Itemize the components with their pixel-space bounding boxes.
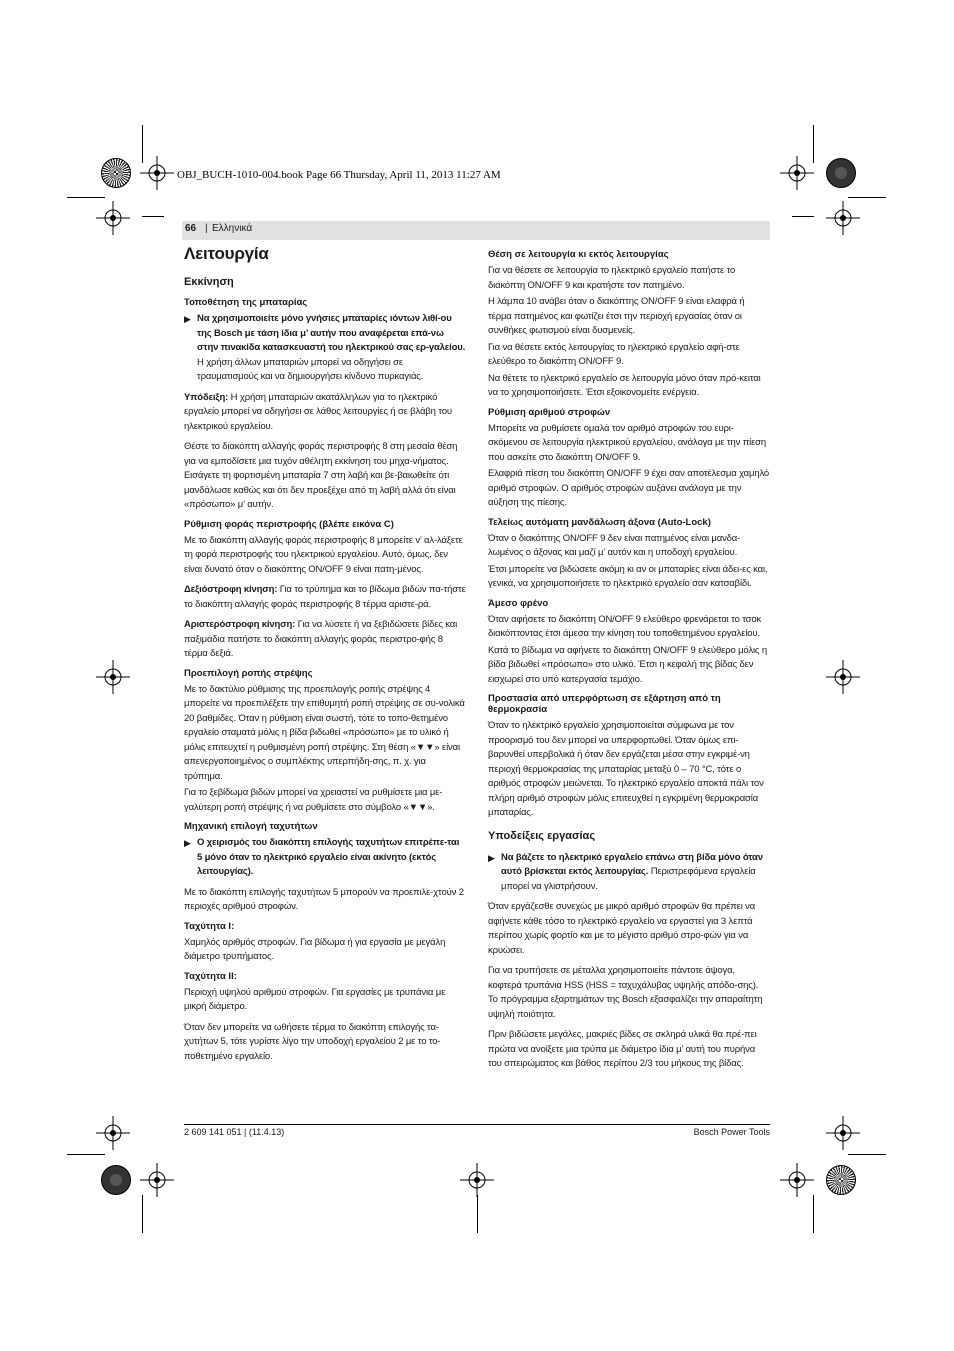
crop-mark bbox=[142, 1195, 143, 1233]
paragraph: Η λάμπα 10 ανάβει όταν ο διακόπτης ON/OFF 9 είναι ελαφρά ή τέρμα πατημένος και φωτίζει έτσι την περιοχή εργασίας όταν οι συνθήκες φωτισμού είναι δυσμενείς. bbox=[488, 296, 745, 336]
paragraph: Για να τρυπήσετε σε μέταλλα χρησιμοποιείτε πάντοτε άψογα, κοφτερά τρυπάνια HSS (HSS = ταχυχάλυβας υψηλής απόδο-σης). Το πρόγραμμα εξαρτημάτων της Bosch εξασφαλίζει την απαραίτητη υψηλή ποιότητα. bbox=[488, 965, 763, 1020]
subsection-heading: Ταχύτητα I: bbox=[184, 920, 235, 932]
subsection-heading: Άμεσο φρένο bbox=[488, 597, 549, 609]
hint-paragraph bbox=[184, 391, 466, 435]
page-title: Λειτουργία bbox=[184, 244, 269, 263]
section-heading: Εκκίνηση bbox=[184, 276, 234, 288]
crop-mark bbox=[67, 197, 105, 198]
registration-mark-icon bbox=[140, 156, 174, 190]
paragraph: Χαμηλός αριθμός στροφών. Για βίδωμα ή για εργασία με μεγάλη διάμετρο τρυπήματος. bbox=[184, 936, 446, 962]
registration-mark-icon bbox=[826, 201, 860, 235]
warning-bold-text: Να χρησιμοποιείτε μόνο γνήσιες μπαταρίες ιόντων λιθί-ου της Bosch με τάση ίδια μ’ αυτήν που αναφέρεται επά-νω στην πινακίδα κατασκευαστή του ηλεκτρικού σας ερ-γαλείου. bbox=[197, 313, 466, 353]
crop-mark bbox=[477, 1195, 478, 1233]
paragraph: Θέστε το διακόπτη αλλαγής φοράς περιστροφής 8 στη μεσαία θέση για να εμποδίσετε μια τυχόν αθέλητη εκκίνηση του μηχα-νήματος. Εισάγετε τη φορτισμένη μπαταρία 7 στη λαβή και βε-βαιωθείτε ότι μανδάλωσε καθώς και ότι δεν προεξέχει από τη λαβή αλλά ότι είναι «πρόσωπο» μ’ αυτήν. bbox=[184, 441, 458, 510]
warning-bullet bbox=[184, 312, 466, 385]
term-text: Για να λύσετε ή να ξεβιδώσετε βίδες και παξιμάδια πατήστε το διακόπτη αλλαγής φοράς περιστρο-φής 8 τέρμα δεξιά. bbox=[184, 619, 458, 659]
paragraph: Με το διακόπτη επιλογής ταχυτήτων 5 μπορούν να προεπιλε-χτούν 2 περιοχές αριθμού στροφών. bbox=[184, 886, 464, 912]
paragraph: Έτσι μπορείτε να βιδώσετε ακόμη κι αν οι μπαταρίες είναι άδει-ες και, γενικά, να χρησιμοποιήσετε το ηλεκτρικό εργαλείο σαν κατσαβίδι. bbox=[488, 563, 768, 589]
paragraph: Όταν ο διακόπτης ON/OFF 9 δεν είναι πατημένος είναι μανδα-λωμένος ο άξονας και μαζί μ’ αυτόν και η υποδοχή εργαλείου. bbox=[488, 532, 741, 558]
paragraph: Να θέτετε το ηλεκτρικό εργαλείο σε λειτουργία μόνο όταν πρό-κειται να το χρησιμοποιήσετε. Έτσι εξοικονομείτε ενέργεια. bbox=[488, 372, 761, 398]
color-patch-icon bbox=[826, 158, 856, 188]
warning-bullet bbox=[184, 836, 466, 880]
left-column bbox=[184, 244, 466, 1070]
subsection-heading: Προεπιλογή ροπής στρέψης bbox=[184, 667, 313, 679]
registration-mark-icon bbox=[780, 1163, 814, 1197]
footer-doc-number: 2 609 141 051 | (11.4.13) bbox=[184, 1127, 285, 1137]
crop-mark bbox=[848, 1154, 886, 1155]
crop-mark bbox=[792, 216, 814, 217]
paragraph: Για να θέσετε εκτός λειτουργίας το ηλεκτρικό εργαλείο αφή-στε ελεύθερο το διακόπτη ON/OFF 9. bbox=[488, 341, 740, 367]
paragraph bbox=[184, 618, 466, 662]
paragraph: Όταν δεν μπορείτε να ωθήσετε τέρμα το διακόπτη επιλογής τα-χυτήτων 5, τότε γυρίστε λίγο την υποδοχή εργαλείου 2 με το το-ποθετημένο εργαλείο. bbox=[184, 1021, 441, 1062]
header-separator: | bbox=[205, 223, 208, 234]
warning-text: Περιστρεφόμενα εργαλεία μπορεί να γλιστρήσουν. bbox=[501, 866, 756, 892]
warning-text: Η χρήση άλλων μπαταριών μπορεί να οδηγήσει σε τραυματισμούς και να δημιουργήσει κίνδυνο πυρκαγιάς. bbox=[197, 356, 424, 382]
bullet-arrow-icon: ▶ bbox=[488, 852, 495, 863]
print-header: OBJ_BUCH-1010-004.book Page 66 Thursday, April 11, 2013 11:27 AM bbox=[177, 169, 501, 181]
registration-mark-icon bbox=[96, 660, 130, 694]
paragraph: Ελαφριά πίεση του διακόπτη ON/OFF 9 έχει σαν αποτέλεσμα χαμηλό αριθμό στροφών. Ο αριθμός στροφών αυξάνει ανάλογα με την αύξηση της πίεσης. bbox=[488, 468, 770, 508]
subsection-heading: Μηχανική επιλογή ταχυτήτων bbox=[184, 821, 318, 832]
section-heading: Υποδείξεις εργασίας bbox=[488, 829, 596, 842]
subsection-heading: Τελείως αυτόματη μανδάλωση άξονα (Auto-Lock) bbox=[488, 516, 711, 528]
subsection-heading: Προστασία από υπερφόρτωση σε εξάρτηση από τη θερμοκρασία bbox=[488, 693, 721, 715]
registration-mark-icon bbox=[780, 156, 814, 190]
bullet-arrow-icon: ▶ bbox=[184, 314, 191, 324]
paragraph: Για να θέσετε σε λειτουργία το ηλεκτρικό εργαλείο πατήστε το διακόπτη ON/OFF 9 και κρατήστε τον πατημένο. bbox=[488, 265, 736, 291]
paragraph: Πριν βιδώσετε μεγάλες, μακριές βίδες σε σκληρά υλικά θα πρέ-πει πρώτα να ανοίξετε μια τρύπα με διάμετρο ίδια μ’ αυτή του πυρήνα του σπειρώματος και βάθος περίπου 2/3 του μήκους της βίδας. bbox=[488, 1029, 757, 1069]
footer-divider bbox=[184, 1124, 770, 1125]
registration-mark-icon bbox=[826, 660, 860, 694]
hint-label: Υπόδειξη: bbox=[184, 391, 229, 403]
footer-brand: Bosch Power Tools bbox=[693, 1127, 770, 1137]
color-patch-icon bbox=[101, 1165, 131, 1195]
crop-mark bbox=[813, 1195, 814, 1233]
term-text: Για το τρύπημα και το βίδωμα βιδών πα-τήστε το διακόπτη αλλαγής φοράς περιστροφής 8 τέρμα αριστε-ρά. bbox=[184, 584, 466, 610]
paragraph: Όταν εργάζεσθε συνεχώς με μικρό αριθμό στροφών θα πρέπει να αφήνετε κάθε τόσο το ηλεκτρικό εργαλείο να εργαστεί για 3 λεπτά περίπου χωρίς φορτίο και με το μέγιστο αριθμό στρο-φών για να κρυώσει. bbox=[488, 901, 756, 956]
language-label: Ελληνικά bbox=[212, 223, 253, 234]
warning-bullet bbox=[488, 851, 770, 895]
paragraph: Για το ξεβίδωμα βιδών μπορεί να χρειαστεί να ρυθμίσετε μια με-γαλύτερη ροπή στρέψης ή να ρυθμίσετε στο σύμβολο «▼▼». bbox=[184, 787, 443, 813]
paragraph bbox=[184, 583, 466, 612]
warning-bold-text: Ο χειρισμός του διακόπτη επιλογής ταχυτήτων επιτρέπε-ται 5 μόνο όταν το ηλεκτρικό εργαλείο είναι ακίνητο (εκτός λειτουργίας). bbox=[197, 837, 460, 877]
registration-mark-icon bbox=[140, 1163, 174, 1197]
subsection-heading: Θέση σε λειτουργία κι εκτός λειτουργίας bbox=[488, 249, 669, 260]
registration-mark-icon bbox=[96, 201, 130, 235]
color-wheel-icon bbox=[826, 1165, 856, 1195]
paragraph: Κατά το βίδωμα να αφήνετε το διακόπτη ON/OFF 9 ελεύθερο μόλις η βίδα βιδωθεί «πρόσωπο» στο υλικό. Έτσι η κεφαλή της βίδας δεν εισχωρεί στο υπό κατεργασία τεμάχιο. bbox=[488, 644, 767, 685]
bullet-arrow-icon: ▶ bbox=[184, 838, 191, 848]
warning-bold-text: Να βάζετε το ηλεκτρικό εργαλείο επάνω στη βίδα μόνο όταν αυτό βρίσκεται εκτός λειτουργίας. bbox=[501, 851, 763, 877]
subsection-heading: Τοποθέτηση της μπαταρίας bbox=[184, 297, 308, 308]
subsection-heading: Ταχύτητα II: bbox=[184, 970, 237, 982]
subsection-heading: Ρύθμιση αριθμού στροφών bbox=[488, 406, 611, 418]
registration-mark-icon bbox=[460, 1163, 494, 1197]
registration-mark-icon bbox=[96, 1116, 130, 1150]
paragraph: Με το διακόπτη αλλαγής φοράς περιστροφής 8 μπορείτε ν’ αλ-λάξετε τη φορά περιστροφής του ηλεκτρικού εργαλείου. Αυτό, όμως, δεν είναι δυνατό όταν ο διακόπτης ON/OFF 9 είναι πατη-μένος. bbox=[184, 534, 463, 575]
term-label: Αριστερόστροφη κίνηση: bbox=[184, 619, 296, 630]
paragraph: Όταν το ηλεκτρικό εργαλείο χρησιμοποιείται σύμφωνα με τον προορισμό του δεν μπορεί να υπερφορτωθεί. Όταν όμως επι-βαρυνθεί υπερβολικά ή όταν δεν εργάζεται μέσα στην εγκριμέ-νη περιοχή θερμοκρασίας της μπαταρίας μεταξύ 0 – 70 °C, τότε ο αριθμός στροφών μειώνεται. Το ηλεκτρικό εργαλείο αποκτά πάλι τον πλήρη αριθμό στροφών μόλις επιτευχθεί η εγκριμένη θερμοκρασία μπαταρίας. bbox=[488, 720, 764, 818]
crop-mark bbox=[848, 197, 886, 198]
paragraph: Περιοχή υψηλού αριθμού στροφών. Για εργασίες με τρυπάνια με μικρή διάμετρο. bbox=[184, 986, 446, 1012]
term-label: Δεξιόστροφη κίνηση: bbox=[184, 584, 278, 595]
page-number: 66 bbox=[185, 223, 197, 234]
paragraph: Μπορείτε να ρυθμίσετε ομαλά τον αριθμό στροφών του ευρι-σκόμενου σε λειτουργία ηλεκτρικού εργαλείου, ανάλογα με την πίεση που ασκείτε στο διακόπτη ON/OFF 9. bbox=[488, 422, 767, 463]
hint-text: Η χρήση μπαταριών ακατάλληλων για το ηλεκτρικό εργαλείο μπορεί να οδηγήσει σε λάθος λειτουργίες ή σε βλάβη του ηλεκτρικού εργαλείου. bbox=[184, 391, 452, 432]
paragraph: Με το δακτύλιο ρύθμισης της προεπιλογής ροπής στρέψης 4 μπορείτε να προεπιλέξετε την επιθυμητή ροπή στρέψης σε συ-νολικά 20 βαθμίδες. Όταν η ρύθμιση είναι σωστή, τότε το τοπο-θετημένο εργαλείο σταματά μόλις η βίδα βιδωθεί «πρόσωπο» με το υλικό ή μόλις επιτευχτεί η ρυθμισμένη ροπή στρέψης. Στη θέση «▼▼» είναι απενεργοποιημένος ο συμπλέκτης υπερπήδη-σης, π. χ. για τρύπημα. bbox=[184, 683, 465, 782]
crop-mark bbox=[67, 1154, 105, 1155]
page-header-bar bbox=[182, 221, 770, 240]
color-wheel-icon bbox=[101, 158, 131, 188]
paragraph: Όταν αφήσετε το διακόπτη ON/OFF 9 ελεύθερο φρενάρεται το τσοκ διακόπτοντας έτσι άμεσα την κίνηση του τοποθετημένου εργαλείου. bbox=[488, 613, 762, 639]
subsection-heading: Ρύθμιση φοράς περιστροφής (βλέπε εικόνα C) bbox=[184, 518, 394, 530]
registration-mark-icon bbox=[826, 1116, 860, 1150]
crop-mark bbox=[142, 216, 164, 217]
right-column bbox=[488, 249, 770, 1078]
